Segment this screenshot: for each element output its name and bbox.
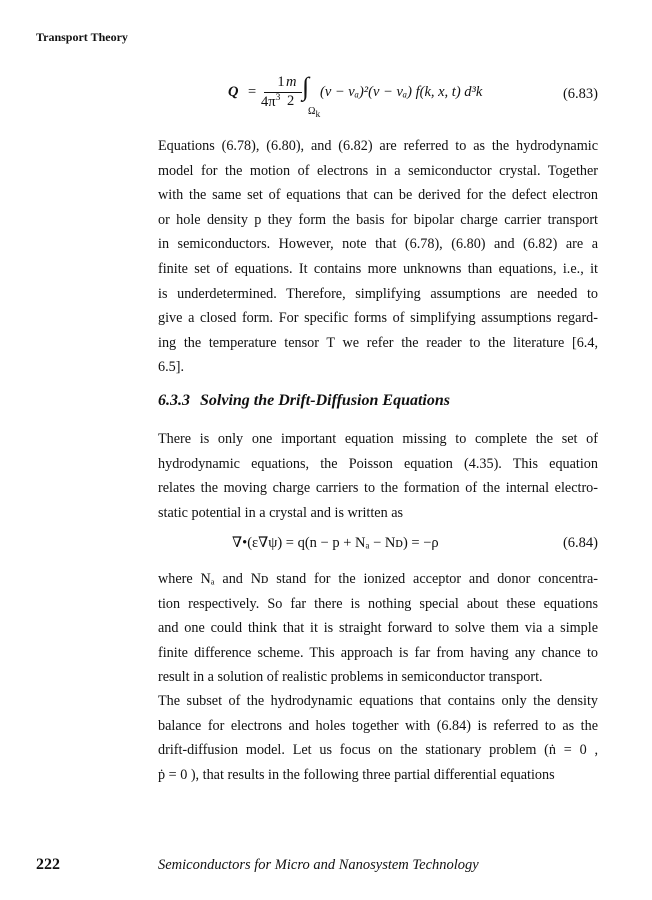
- frac2-numerator: m: [286, 74, 297, 90]
- text-line: model for the motion of electrons in a semiconductor crystal. Together: [158, 162, 598, 179]
- text-line: give a closed form. For specific forms of simplifying assumptions regard-: [158, 310, 598, 327]
- text-line: where Nₐ and Nᴅ stand for the ionized acceptor and donor concentra-: [158, 571, 598, 587]
- text-line: tion respectively. So far there is nothing special about these equations: [158, 595, 598, 612]
- frac-numerator: 1: [277, 74, 285, 90]
- text-line: The subset of the hydrodynamic equations that contains only the density: [158, 693, 598, 709]
- eq-equals: =: [248, 84, 257, 100]
- text-line: and one could think that it is straight forward to solve them via a simple: [158, 620, 598, 637]
- integral-sign: ∫: [302, 72, 310, 101]
- text-line: Equations (6.78), (6.80), and (6.82) are referred to as the hydrodynamic: [158, 138, 598, 154]
- section-title: Solving the Drift-Diffusion Equations: [200, 392, 450, 409]
- text-line: balance for electrons and holes together with (6.84) is referred to as the: [158, 717, 598, 734]
- text-line: ṗ = 0 ), that results in the following three partial differential equations: [158, 766, 555, 783]
- text-line: finite set of equations. It contains more unknowns than equations, i.e., it: [158, 260, 598, 277]
- equation-number-6-84: (6.84): [562, 535, 598, 551]
- equation-6-83: [228, 74, 528, 122]
- eq-body: (v − vₐ)²(v − vₐ) f(k, x, t) d³k: [320, 84, 483, 100]
- text-line: in semiconductors. However, note that (6.78), (6.80) and (6.82) are a: [158, 236, 598, 253]
- text-line: relates the moving charge carriers to the formation of the internal electro-: [158, 480, 598, 497]
- text-line: ing the temperature tensor T we refer the reader to the literature [6.4,: [158, 334, 598, 351]
- equation-6-84: ∇•(ε∇ψ) = q(n − p + Nₐ − Nᴅ) = −ρ: [232, 535, 439, 551]
- paragraph-drift-diffusion: [158, 689, 598, 787]
- text-line: result in a solution of realistic problems in semiconductor transport.: [158, 669, 543, 686]
- text-line: There is only one important equation missing to complete the set of: [158, 431, 598, 447]
- frac2-denominator: 2: [287, 93, 295, 109]
- integral-domain: $\Omega_k$: [308, 106, 321, 120]
- text-line: or hole density p they form the basis for bipolar charge carrier transport: [158, 211, 598, 228]
- running-head: Transport Theory: [36, 30, 128, 44]
- text-line: with the same set of equations that can be derived for the defect electron: [158, 187, 598, 204]
- page-number: 222: [36, 856, 60, 873]
- text-line: is underdetermined. Therefore, simplifying assumptions are needed to: [158, 285, 598, 302]
- equation-number-6-83: (6.83): [562, 86, 598, 102]
- text-line: drift-diffusion model. Let us focus on the stationary problem (ṅ = 0 ,: [158, 742, 598, 759]
- text-line: static potential in a crystal and is written as: [158, 504, 404, 521]
- section-heading: [158, 392, 450, 410]
- text-line: finite difference scheme. This approach is far from having any chance to: [158, 644, 598, 661]
- text-line: 6.5].: [158, 359, 185, 376]
- eq-lhs: Q: [228, 84, 239, 100]
- frac-denominator: $4\pi^3$: [261, 93, 281, 110]
- paragraph-acceptor-donor: [158, 567, 598, 690]
- book-title: Semiconductors for Micro and Nanosystem Technology: [158, 857, 479, 873]
- paragraph-hydrodynamic-model: [158, 134, 598, 380]
- paragraph-poisson: [158, 427, 598, 525]
- section-number: 6.3.3: [158, 392, 190, 409]
- text-line: hydrodynamic equations, the Poisson equation (4.35). This equation: [158, 455, 598, 472]
